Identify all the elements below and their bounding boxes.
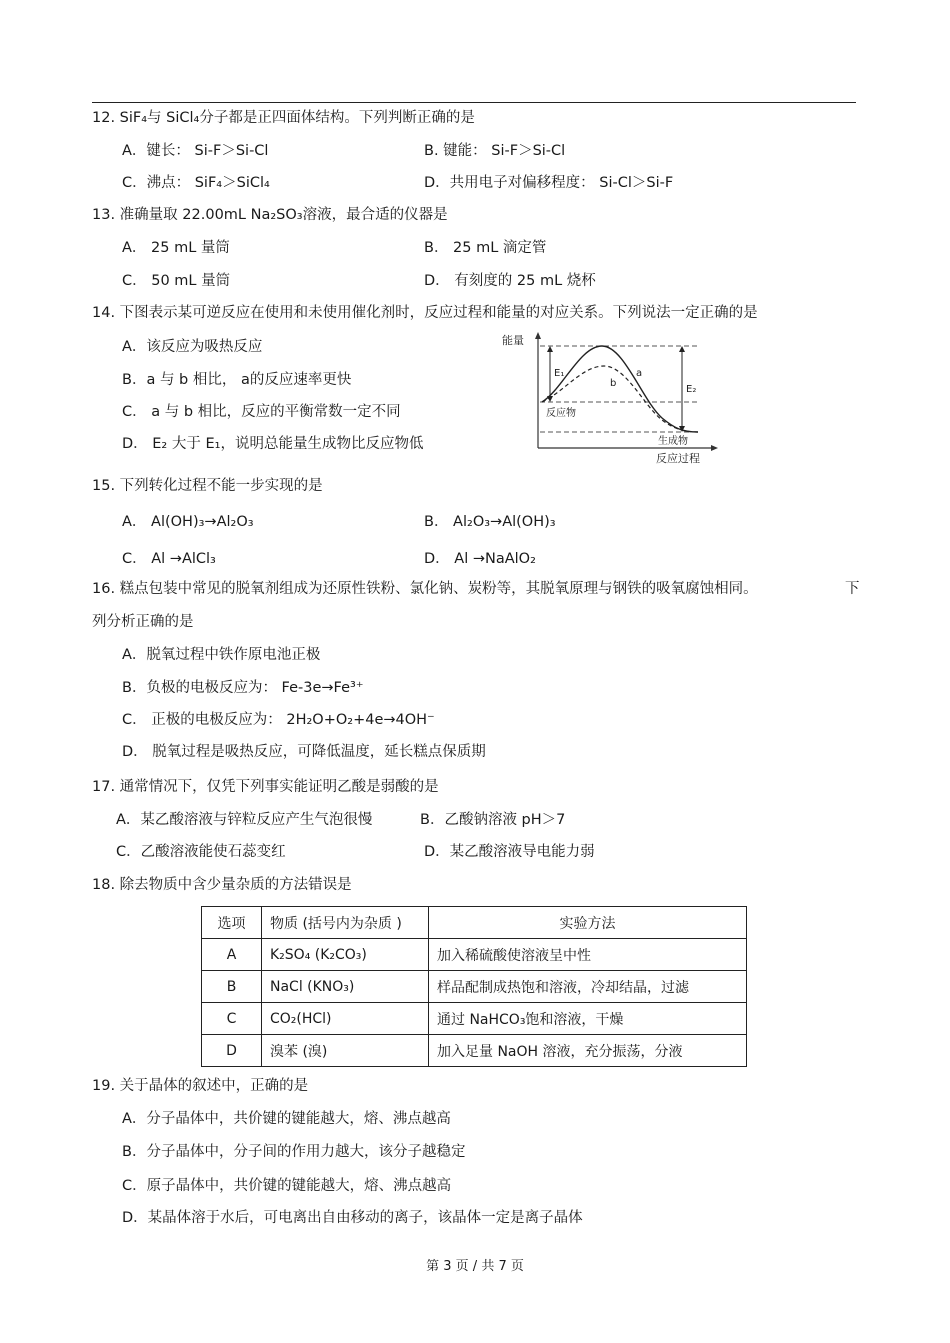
row-a-substance: K₂SO₄ (K₂CO₃) — [262, 939, 429, 971]
reactant-label: 反应物 — [546, 408, 576, 419]
ylabel: 能量 — [502, 334, 524, 347]
q18-stem: 18. 除去物质中含少量杂质的方法错误是 — [92, 877, 352, 893]
table-row — [202, 971, 747, 1003]
row-b-substance: NaCl (KNO₃) — [262, 971, 429, 1003]
q14-option-a: A．该反应为吸热反应 — [122, 339, 263, 355]
q19-option-b: B．分子晶体中，分子间的作用力越大，该分子越稳定 — [122, 1144, 466, 1160]
table-header-row — [202, 907, 747, 939]
q17-option-a: A．某乙酸溶液与锌粒反应产生气泡很慢 — [116, 812, 373, 828]
q13-stem: 13. 准确量取 22.00mL Na₂SO₃溶液，最合适的仪器是 — [92, 207, 448, 223]
q16-option-a: A．脱氧过程中铁作原电池正极 — [122, 647, 321, 663]
curve-a-label: a — [636, 368, 643, 379]
table-row — [202, 939, 747, 971]
q16-stem-cont: 列分析正确的是 — [92, 614, 194, 630]
q15-option-d: D． Al →NaAlO₂ — [424, 551, 536, 567]
row-c-substance: CO₂(HCl) — [262, 1003, 429, 1035]
q19-option-c: C．原子晶体中，共价键的键能越大，熔、沸点越高 — [122, 1178, 452, 1194]
q16-option-b: B．负极的电极反应为： Fe-3e→Fe³⁺ — [122, 680, 364, 696]
q13-option-d: D． 有刻度的 25 mL 烧杯 — [424, 273, 596, 289]
q13-option-a: A． 25 mL 量筒 — [122, 240, 230, 256]
q19-option-d: D．某晶体溶于水后，可电离出自由移动的离子，该晶体一定是离子晶体 — [122, 1210, 583, 1226]
header-rule — [92, 102, 856, 103]
e2-label: E₂ — [686, 384, 697, 395]
row-d-option: D — [202, 1035, 262, 1067]
curve-b — [542, 366, 698, 432]
q12-option-a: A．键长： Si-F＞Si-Cl — [122, 143, 269, 159]
y-axis-arrow — [535, 332, 541, 339]
row-a-method: 加入稀硫酸使溶液呈中性 — [429, 939, 747, 971]
q15-option-a: A． Al(OH)₃→Al₂O₃ — [122, 514, 254, 530]
e1-label: E₁ — [554, 368, 565, 379]
table-row — [202, 1003, 747, 1035]
q14-option-c: C． a 与 b 相比，反应的平衡常数一定不同 — [122, 404, 401, 420]
q14-stem: 14. 下图表示某可逆反应在使用和未使用催化剂时，反应过程和能量的对应关系。下列说法一定正确的是 — [92, 305, 758, 321]
q17-option-c: C．乙酸溶液能使石蕊变红 — [116, 844, 286, 860]
q19-stem: 19. 关于晶体的叙述中，正确的是 — [92, 1078, 309, 1094]
q14-option-b: B．a 与 b 相比， a的反应速率更快 — [122, 372, 352, 388]
q17-option-b: B．乙酸钠溶液 pH＞7 — [420, 812, 566, 828]
product-label: 生成物 — [658, 436, 688, 447]
q17-stem: 17. 通常情况下，仅凭下列事实能证明乙酸是弱酸的是 — [92, 779, 439, 795]
row-b-method: 样品配制成热饱和溶液，冷却结晶，过滤 — [429, 971, 747, 1003]
q15-option-c: C． Al →AlCl₃ — [122, 551, 216, 567]
q12-stem: 12. SiF₄与 SiCl₄分子都是正四面体结构。下列判断正确的是 — [92, 110, 475, 126]
header-substance: 物质 (括号内为杂质 ) — [262, 907, 429, 939]
q12-option-d: D．共用电子对偏移程度： Si-Cl＞Si-F — [424, 175, 674, 191]
q15-stem: 15. 下列转化过程不能一步实现的是 — [92, 478, 323, 494]
q18-table — [201, 906, 747, 1067]
q16-stem-end: 下 — [845, 581, 860, 597]
energy-diagram — [502, 330, 724, 466]
q13-option-b: B． 25 mL 滴定管 — [424, 240, 547, 256]
q17-option-d: D．某乙酸溶液导电能力弱 — [424, 844, 595, 860]
q16-option-d: D． 脱氧过程是吸热反应，可降低温度，延长糕点保质期 — [122, 744, 486, 760]
q12-option-c: C．沸点： SiF₄＞SiCl₄ — [122, 175, 270, 191]
x-axis-arrow — [711, 445, 718, 451]
q13-option-c: C． 50 mL 量筒 — [122, 273, 231, 289]
q16-stem: 16. 糕点包装中常见的脱氧剂组成为还原性铁粉、氯化钠、炭粉等，其脱氧原理与钢铁的吸氧腐蚀相同。 — [92, 581, 758, 597]
q19-option-a: A．分子晶体中，共价键的键能越大，熔、沸点越高 — [122, 1111, 451, 1127]
page-footer: 第 3 页 / 共 7 页 — [426, 1259, 524, 1274]
row-b-option: B — [202, 971, 262, 1003]
row-c-option: C — [202, 1003, 262, 1035]
row-d-method: 加入足量 NaOH 溶液，充分振荡，分液 — [429, 1035, 747, 1067]
row-a-option: A — [202, 939, 262, 971]
q12-option-b: B. 键能： Si-F＞Si-Cl — [424, 143, 566, 159]
curve-b-label: b — [610, 378, 617, 389]
curve-a — [542, 346, 698, 432]
table-row — [202, 1035, 747, 1067]
header-method: 实验方法 — [429, 907, 747, 939]
q16-option-c: C． 正极的电极反应为： 2H₂O+O₂+4e→4OH⁻ — [122, 712, 435, 728]
q14-option-d: D． E₂ 大于 E₁，说明总能量生成物比反应物低 — [122, 436, 424, 452]
q15-option-b: B． Al₂O₃→Al(OH)₃ — [424, 514, 556, 530]
row-c-method: 通过 NaHCO₃饱和溶液，干燥 — [429, 1003, 747, 1035]
header-option: 选项 — [202, 907, 262, 939]
row-d-substance: 溴苯 (溴) — [262, 1035, 429, 1067]
xlabel: 反应过程 — [656, 452, 700, 465]
